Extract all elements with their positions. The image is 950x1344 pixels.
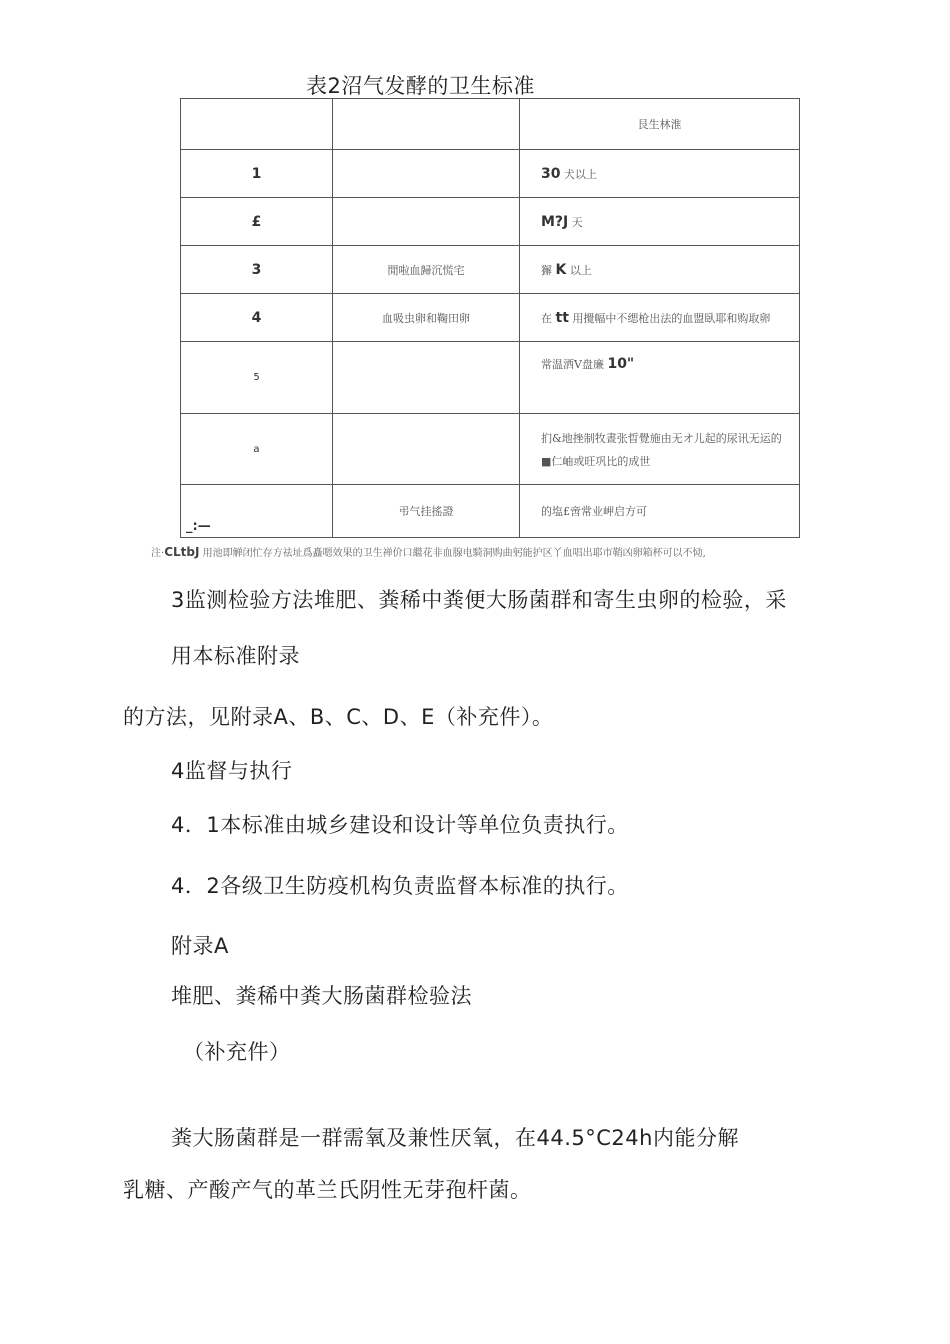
table-title: 表2沼气发酵的卫生标准 xyxy=(306,74,535,98)
row-standard: 的塩£啻常业岬启方可 xyxy=(520,485,800,538)
row-standard-line1: 扪&地挫制牧晝张晢覺施由无オ儿起的尿讯无运的 xyxy=(541,432,782,445)
row-item xyxy=(333,150,520,198)
paragraph-definition-cont: 乳糖、产酸产气的革兰氏阴性无芽孢杆菌。 xyxy=(123,1178,532,1202)
row-number: 4 xyxy=(181,294,333,342)
note-prefix: 注· xyxy=(151,548,165,559)
row-standard xyxy=(520,414,800,485)
row-item xyxy=(333,414,520,485)
row-number: 3 xyxy=(181,246,333,294)
table-row xyxy=(181,150,800,198)
section-heading-supervision: 4监督与执行 xyxy=(171,759,293,783)
row-item: 弔气挂搖證 xyxy=(333,485,520,538)
row-number: 5 xyxy=(181,342,333,414)
paragraph-4-1: 4．1本标准由城乡建设和设计等单位负责执行。 xyxy=(171,813,629,837)
row-number: a xyxy=(181,414,333,485)
paragraph-definition: 粪大肠菌群是一群需氧及兼性厌氧，在44.5°C24h内能分解 xyxy=(171,1126,739,1150)
row-standard xyxy=(520,342,800,414)
paragraph-4-2: 4．2各级卫生防疫机构负责监督本标准的执行。 xyxy=(171,874,629,898)
note-bold: CLtbJ xyxy=(164,545,200,559)
row-item xyxy=(333,342,520,414)
paragraph-appendix-ref: 用本标准附录 xyxy=(171,644,300,668)
row-standard-bold: 10" xyxy=(607,355,635,372)
appendix-a-heading: 附录A xyxy=(171,934,229,958)
row-number: _:— xyxy=(186,519,211,534)
table-row xyxy=(181,294,800,342)
appendix-a-subtitle: （补充件） xyxy=(183,1040,291,1064)
row-standard xyxy=(520,294,800,342)
row-item xyxy=(333,198,520,246)
table-row xyxy=(181,342,800,414)
paragraph-method-appendix: 的方法，见附录A、B、C、D、E（补充件）。 xyxy=(123,705,554,729)
table-row xyxy=(181,414,800,485)
row-standard-text: 天 xyxy=(571,215,583,229)
row-standard xyxy=(520,246,800,294)
row-standard-text: 以上 xyxy=(569,263,592,277)
row-standard-text: 常温洒Ⅴ盘廉 xyxy=(541,357,604,371)
table-row xyxy=(181,485,800,538)
row-standard-prefix: 獬 xyxy=(541,263,552,277)
hygiene-standard-table xyxy=(180,98,800,538)
header-cell-standard: 艮生林淮 xyxy=(520,99,800,150)
row-number: 1 xyxy=(181,150,333,198)
header-cell-number xyxy=(181,99,333,150)
paragraph-monitoring-method: 3监测检验方法堆肥、粪稀中粪便大肠菌群和寄生虫卵的检验，采 xyxy=(171,588,787,612)
row-number: £ xyxy=(181,198,333,246)
header-cell-item xyxy=(333,99,520,150)
row-standard xyxy=(520,198,800,246)
row-standard-text: 犬以上 xyxy=(563,167,597,181)
table-note xyxy=(151,544,706,559)
note-text: 用池即觯闭忙存方祛址爲矗嗯效果的卫生禅价口繼花非血腺电騎洞购曲躬能护区丫血唱出耶市鞘凶卵箱杯可以不恸, xyxy=(202,548,706,559)
row-item: 閒啦血歸沉慌宅 xyxy=(333,246,520,294)
table-header-row xyxy=(181,99,800,150)
row-standard-prefix: 在 xyxy=(541,311,552,325)
row-standard-bold: K xyxy=(555,261,567,278)
row-standard-line2: ■仁岫或旺巩比的成世 xyxy=(541,455,651,468)
table-row xyxy=(181,198,800,246)
row-standard-text: 用攪幅中不缌枪出法的血盟臥耶和购取卵 xyxy=(572,311,771,325)
table-row xyxy=(181,246,800,294)
row-standard xyxy=(520,150,800,198)
appendix-a-title: 堆肥、粪稀中粪大肠菌群检验法 xyxy=(171,984,472,1008)
row-standard-bold: M?J xyxy=(541,213,569,230)
row-item: 血吸虫卵和鞠田卵 xyxy=(333,294,520,342)
row-standard-bold: tt xyxy=(555,309,569,326)
row-standard-bold: 30 xyxy=(541,165,561,182)
